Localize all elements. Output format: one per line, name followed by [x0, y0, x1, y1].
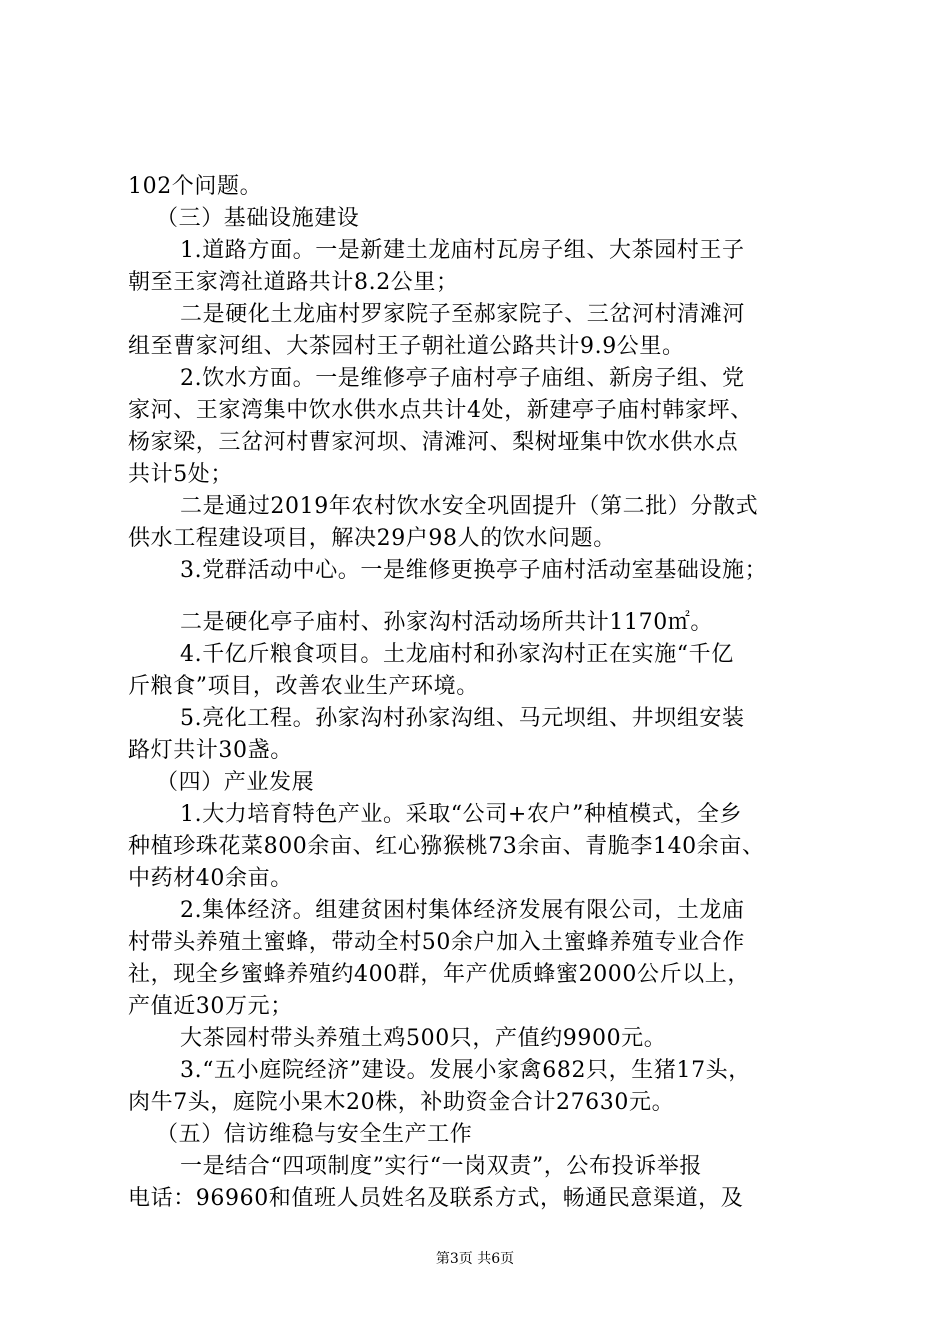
text-line: 一是结合“四项制度”实行“一岗双责”，公布投诉举报 — [180, 1154, 702, 1179]
text-line: 中药材40余亩。 — [128, 866, 293, 891]
text-line: 二是硬化亭子庙村、孙家沟村活动场所共计1170㎡。 — [180, 610, 713, 635]
text-line: 二是通过2019年农村饮水安全巩固提升（第二批）分散式 — [180, 494, 759, 519]
section-heading: （五）信访维稳与安全生产工作 — [156, 1122, 473, 1147]
text-line: 组至曹家河组、大茶园村王子朝社道公路共计9.9公里。 — [128, 334, 685, 359]
text-line: 2.饮水方面。一是维修亭子庙村亭子庙组、新房子组、党 — [180, 366, 745, 391]
text-line: 家河、王家湾集中饮水供水点共计4处，新建亭子庙村韩家坪、 — [128, 398, 753, 423]
text-line: 路灯共计30盏。 — [128, 738, 293, 763]
text-line: 1.大力培育特色产业。采取“公司+农户”种植模式，全乡 — [180, 802, 743, 827]
text-line: 肉牛7头，庭院小果木20株，补助资金合计27630元。 — [128, 1090, 675, 1115]
text-line: 共计5处； — [128, 462, 233, 487]
text-line: 3.“五小庭院经济”建设。发展小家禽682只，生猪17头， — [180, 1058, 751, 1083]
text-line: 5.亮化工程。孙家沟村孙家沟组、马元坝组、井坝组安装 — [180, 706, 745, 731]
text-line: 二是硬化土龙庙村罗家院子至郝家院子、三岔河村清滩河 — [180, 302, 746, 327]
text-line: 3.党群活动中心。一是维修更换亭子庙村活动室基础设施； — [180, 558, 768, 583]
section-heading: （四）产业发展 — [156, 770, 315, 795]
text-line: 4.千亿斤粮食项目。土龙庙村和孙家沟村正在实施“千亿 — [180, 642, 734, 667]
text-line: 电话：96960和值班人员姓名及联系方式，畅通民意渠道，及 — [128, 1186, 744, 1211]
text-line: 产值近30万元； — [128, 994, 293, 1019]
text-line: 102个问题。 — [128, 174, 263, 199]
text-line: 供水工程建设项目，解决29户98人的饮水问题。 — [128, 526, 616, 551]
text-line: 1.道路方面。一是新建土龙庙村瓦房子组、大茶园村王子 — [180, 238, 745, 263]
text-line: 村带头养殖土蜜蜂，带动全村50余户加入土蜜蜂养殖专业合作 — [128, 930, 745, 955]
text-line: 杨家梁，三岔河村曹家河坝、清滩河、梨树垭集中饮水供水点 — [128, 430, 739, 455]
text-line: 种植珍珠花菜800余亩、红心猕猴桃73余亩、青脆李140余亩、 — [128, 834, 765, 859]
text-line: 社，现全乡蜜蜂养殖约400群，年产优质蜂蜜2000公斤以上， — [128, 962, 750, 987]
text-line: 朝至王家湾社道路共计8.2公里； — [128, 270, 459, 295]
section-heading: （三）基础设施建设 — [156, 206, 360, 231]
text-line: 2.集体经济。组建贫困村集体经济发展有限公司，土龙庙 — [180, 898, 745, 923]
text-line: 斤粮食”项目，改善农业生产环境。 — [128, 674, 479, 699]
text-line: 大茶园村带头养殖土鸡500只，产值约9900元。 — [180, 1026, 667, 1051]
page-footer: 第3页 共6页 — [435, 1251, 515, 1267]
